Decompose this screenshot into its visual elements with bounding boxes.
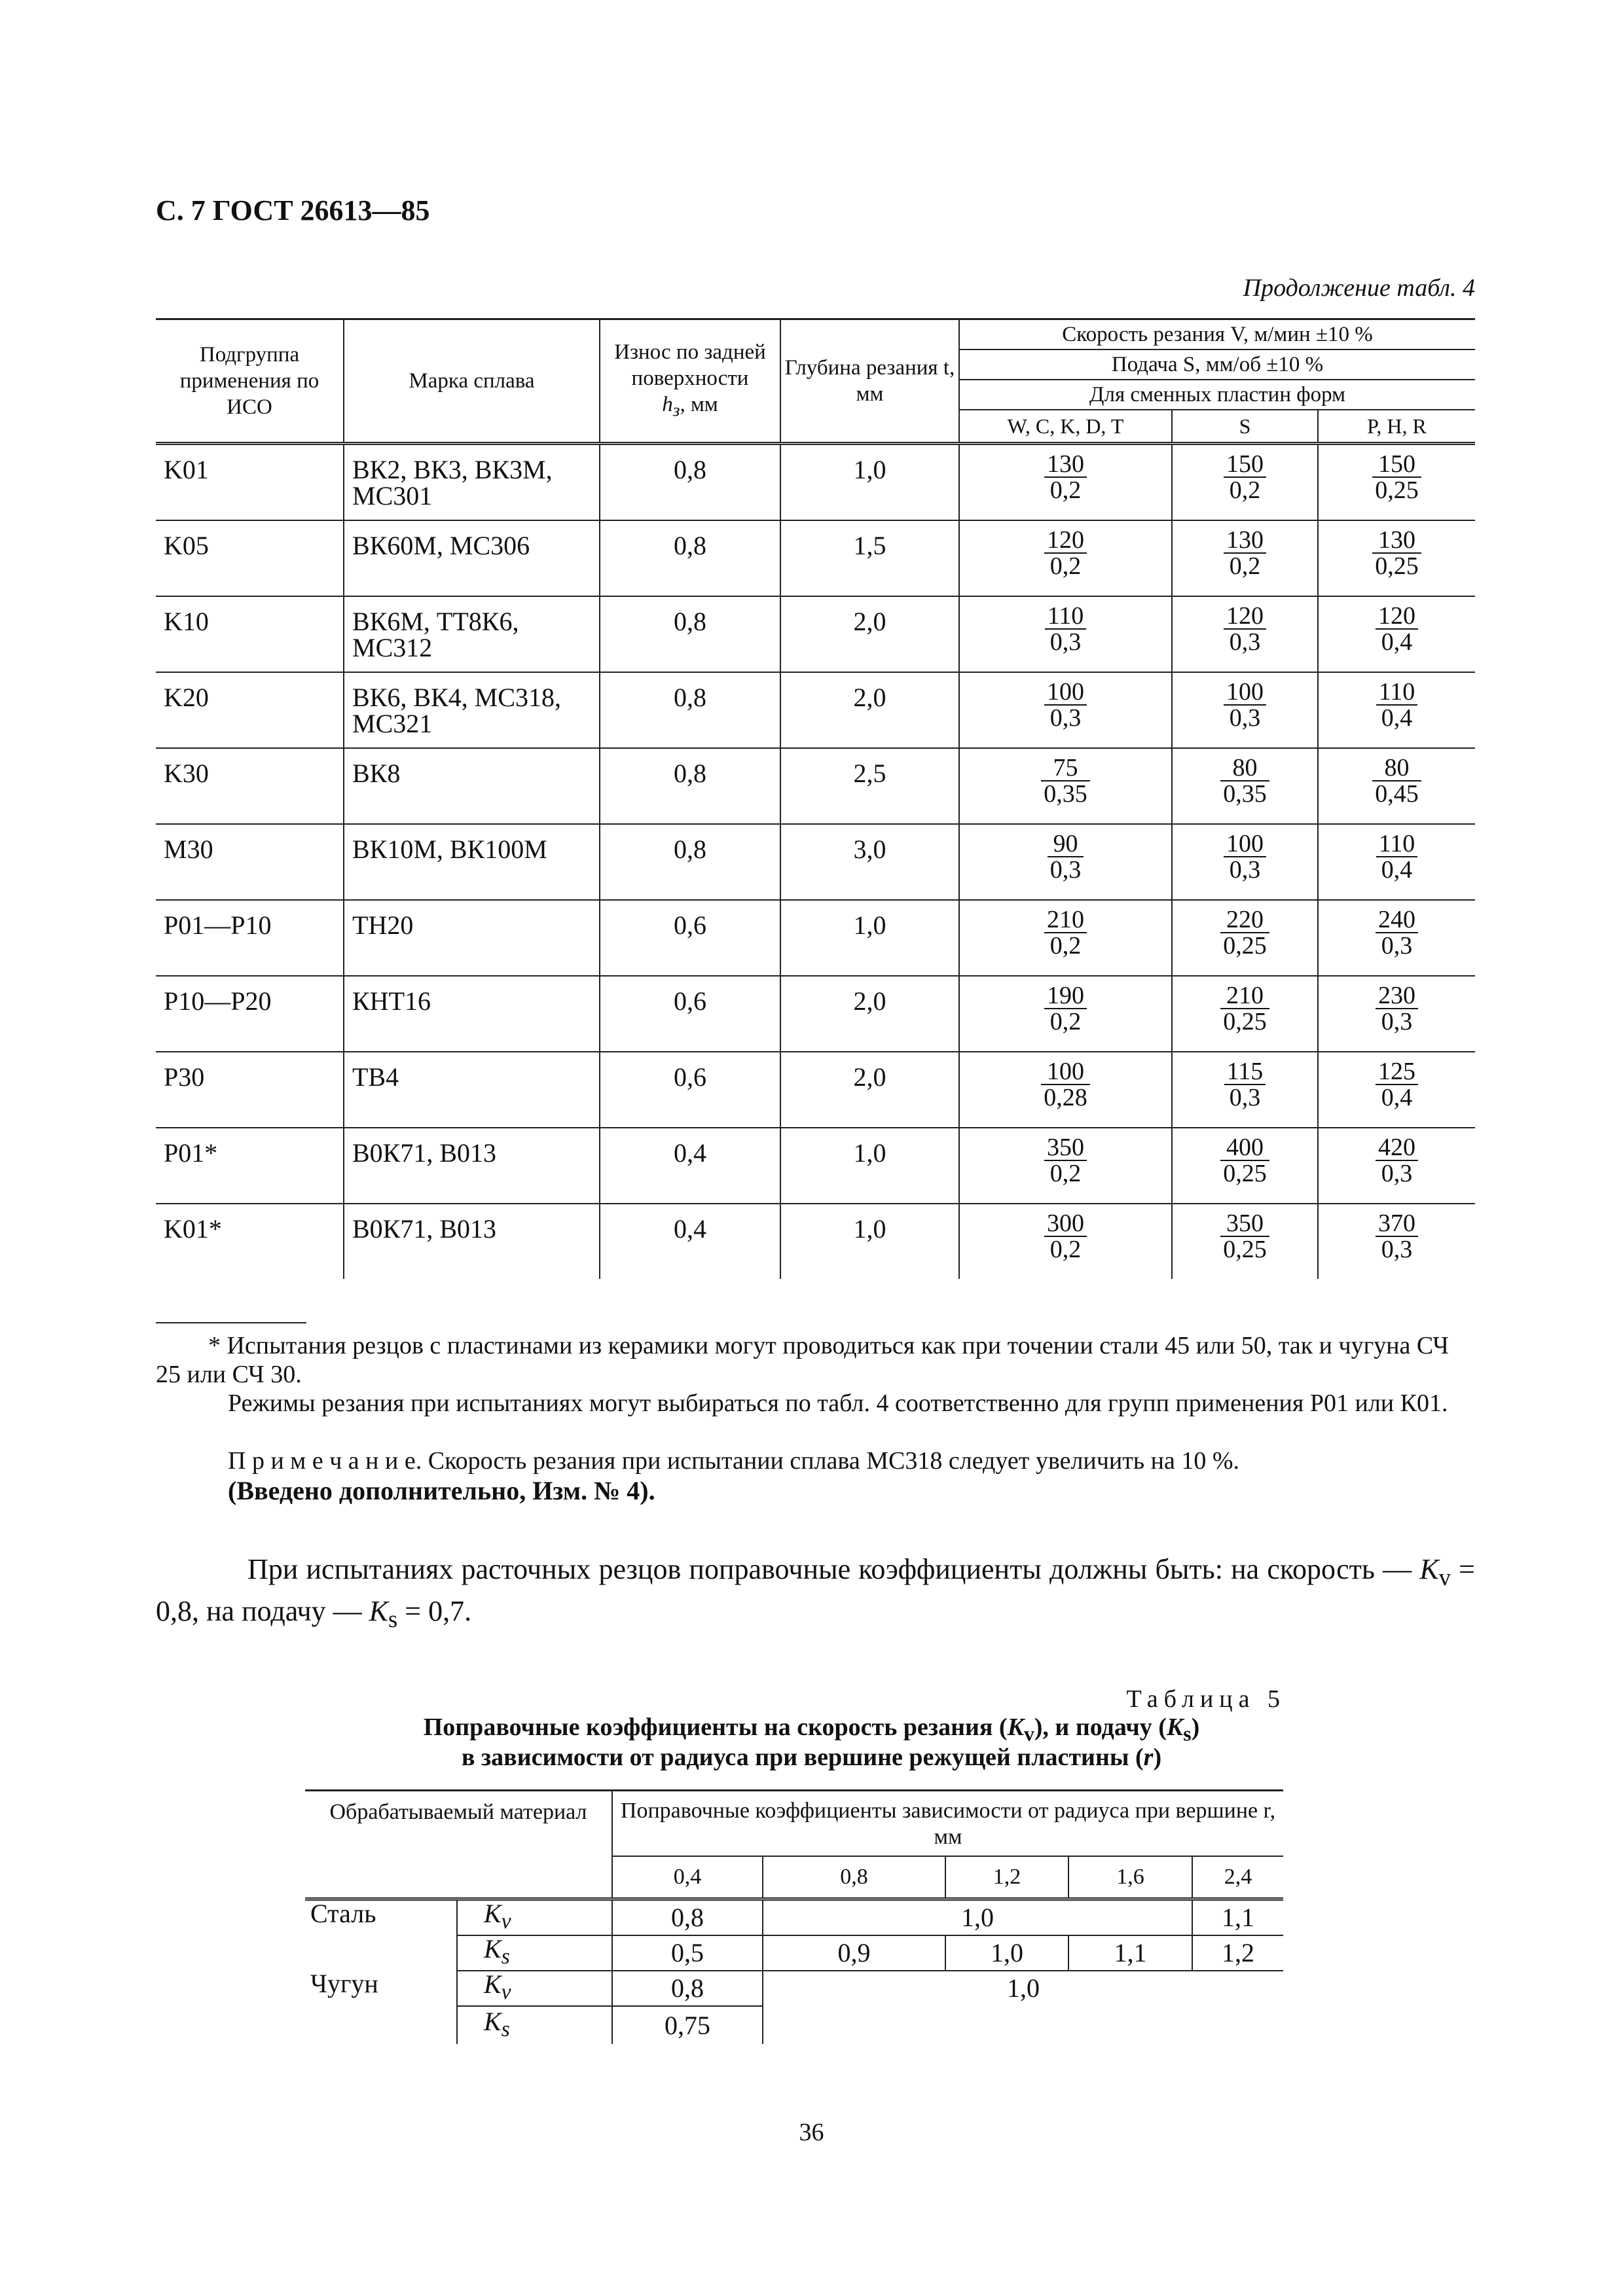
cell-wear: 0,6 (600, 976, 780, 1052)
feed-value: 0,2 (1049, 552, 1082, 580)
cell-group: P10—P20 (156, 976, 344, 1052)
t5-header-coef: Поправочные коэффициенты зависимости от радиуса при вершине r, мм (612, 1791, 1283, 1856)
cell-depth: 3,0 (780, 824, 959, 900)
table-5-label: Таблица 5 (1126, 1685, 1286, 1713)
t5-steel-ks-1: 0,5 (612, 1935, 763, 1971)
speed-feed-fraction (1224, 528, 1266, 579)
speed-value: 125 (1376, 1059, 1418, 1085)
feed-value: 0,3 (1229, 628, 1261, 656)
header-form-s: S (1172, 410, 1318, 444)
speed-feed-fraction (1044, 907, 1087, 958)
speed-value: 130 (1044, 452, 1087, 478)
t5-steel-ks-4: 1,1 (1068, 1935, 1192, 1971)
cell-form-s (1172, 596, 1318, 672)
feed-value: 0,25 (1375, 476, 1419, 504)
t5-iron-ks-r04: 0,75 (612, 2006, 763, 2044)
speed-feed-fraction (1376, 907, 1418, 958)
speed-value: 210 (1220, 983, 1269, 1009)
table-row (156, 900, 1475, 976)
t5-radius-3: 1,2 (945, 1856, 1068, 1899)
table-row (156, 596, 1475, 672)
cell-form-wckdt (959, 748, 1172, 824)
cell-depth: 1,0 (780, 444, 959, 521)
t5-title-part3: ) (1191, 1713, 1200, 1741)
feed-value: 0,25 (1223, 1236, 1267, 1263)
speed-feed-fraction (1044, 679, 1087, 730)
footnote-modes: Режимы резания при испытаниях могут выбираться по табл. 4 соответственно для групп применения Р01 или К01. (228, 1390, 1448, 1417)
speed-value: 230 (1376, 983, 1418, 1009)
cell-wear: 0,8 (600, 520, 780, 596)
cell-grade: ТН20 (344, 900, 600, 976)
table-row (156, 748, 1475, 824)
table-5-title-line1: Поправочные коэффициенты на скорость резания $(K_v)$, и подачу $(K_s)$ (423, 1713, 1200, 1746)
cell-group: P01* (156, 1128, 344, 1204)
speed-feed-fraction (1376, 983, 1418, 1034)
cell-wear: 0,4 (600, 1128, 780, 1204)
cell-form-wckdt (959, 1204, 1172, 1279)
t5-radius-2: 0,8 (763, 1856, 945, 1899)
t5-kv-iron: $K_v$ (457, 1971, 612, 2006)
feed-value: 0,4 (1381, 1084, 1413, 1111)
speed-value: 100 (1041, 1059, 1090, 1085)
speed-value: 350 (1044, 1135, 1087, 1161)
t5-header-spacer (305, 1856, 612, 1899)
paragraph-kv-value: = 0,8, на подачу — (156, 1553, 1475, 1627)
cell-grade: КНТ16 (344, 976, 600, 1052)
speed-value: 90 (1048, 831, 1084, 857)
speed-feed-fraction (1220, 1211, 1269, 1262)
cell-form-phr (1318, 976, 1475, 1052)
speed-feed-fraction (1224, 603, 1266, 655)
speed-value: 300 (1044, 1211, 1087, 1237)
t5-header-material: Обрабатываемый материал (305, 1791, 612, 1856)
table-row (156, 672, 1475, 748)
header-wear-text: Износ по задней поверхности (614, 340, 766, 390)
speed-feed-fraction (1376, 1211, 1418, 1262)
speed-value: 130 (1224, 528, 1266, 554)
cell-depth: 2,0 (780, 976, 959, 1052)
cell-depth: 2,5 (780, 748, 959, 824)
table-row (156, 520, 1475, 596)
speed-feed-fraction (1372, 755, 1421, 806)
feed-value: 0,4 (1381, 856, 1413, 884)
t5-title-part2: ), и подачу ( (1034, 1713, 1167, 1741)
speed-feed-fraction (1372, 528, 1421, 579)
cell-form-phr (1318, 1204, 1475, 1279)
cell-form-s (1172, 444, 1318, 521)
feed-value: 0,2 (1049, 476, 1082, 504)
ks-symbol: K (369, 1594, 388, 1627)
cell-form-wckdt (959, 1052, 1172, 1128)
speed-feed-fraction (1372, 452, 1421, 503)
speed-value: 120 (1224, 603, 1266, 630)
cell-group: K30 (156, 748, 344, 824)
table-row (156, 444, 1475, 521)
feed-value: 0,25 (1223, 1160, 1267, 1187)
footnote-separator (156, 1322, 306, 1323)
feed-value: 0,3 (1381, 932, 1413, 960)
speed-feed-fraction (1220, 907, 1269, 958)
cell-form-s (1172, 748, 1318, 824)
cell-grade: В0К71, В013 (344, 1128, 600, 1204)
t5-title-part5: ) (1153, 1744, 1162, 1771)
cell-form-wckdt (959, 444, 1172, 521)
note (228, 1446, 1472, 1475)
speed-feed-fraction (1044, 528, 1087, 579)
feed-value: 0,2 (1229, 552, 1261, 580)
speed-feed-fraction (1376, 603, 1418, 655)
feed-value: 0,25 (1223, 932, 1267, 960)
cell-grade: В0К71, В013 (344, 1204, 600, 1279)
cell-group: K10 (156, 596, 344, 672)
cell-form-s (1172, 1204, 1318, 1279)
header-group: Подгруппа применения по ИСО (156, 319, 344, 444)
feed-value: 0,2 (1229, 476, 1261, 504)
t5-radius-1: 0,4 (612, 1856, 763, 1899)
cell-form-wckdt (959, 596, 1172, 672)
speed-value: 370 (1376, 1211, 1418, 1237)
table-4 (156, 318, 1475, 1279)
feed-value: 0,25 (1223, 1008, 1267, 1035)
cell-form-s (1172, 1128, 1318, 1204)
t5-steel-kv-mid: 1,0 (763, 1899, 1192, 1936)
kv-symbol: K (1419, 1553, 1439, 1585)
cell-form-wckdt (959, 900, 1172, 976)
speed-feed-fraction (1048, 831, 1084, 882)
paragraph-boring-cutters: При испытаниях расточных резцов поправочные коэффициенты должны быть: на скорость — $K_v = 0,8$, на подачу — $K_s = 0,7$. (156, 1553, 1475, 1632)
cell-form-wckdt (959, 976, 1172, 1052)
speed-value: 130 (1372, 528, 1421, 554)
cell-depth: 2,0 (780, 596, 959, 672)
header-speed: Скорость резания V, м/мин ±10 % (959, 319, 1475, 350)
cell-grade: ВК8 (344, 748, 600, 824)
cell-depth: 1,0 (780, 1128, 959, 1204)
cell-grade: ВК2, ВК3, ВК3М, МС301 (344, 444, 600, 521)
cell-form-wckdt (959, 520, 1172, 596)
cell-form-phr (1318, 748, 1475, 824)
cell-group: M30 (156, 824, 344, 900)
feed-value: 0,3 (1381, 1008, 1413, 1035)
feed-value: 0,2 (1049, 1236, 1082, 1263)
speed-value: 220 (1220, 907, 1269, 933)
cell-form-phr (1318, 596, 1475, 672)
t5-steel-ks-3: 1,0 (945, 1935, 1068, 1971)
speed-feed-fraction (1224, 452, 1266, 503)
wear-symbol: $h_з$ (662, 392, 680, 420)
feed-value: 0,3 (1229, 1084, 1261, 1111)
speed-feed-fraction (1044, 1211, 1087, 1262)
cell-grade: ТВ4 (344, 1052, 600, 1128)
header-grade: Марка сплава (344, 319, 600, 444)
table-row (156, 824, 1475, 900)
cell-form-phr (1318, 824, 1475, 900)
feed-value: 0,3 (1049, 628, 1082, 656)
t5-steel-kv-r24: 1,1 (1192, 1899, 1283, 1936)
page-header: С. 7 ГОСТ 26613—85 (156, 194, 430, 226)
speed-value: 80 (1220, 755, 1269, 781)
cell-wear: 0,4 (600, 1204, 780, 1279)
cell-form-s (1172, 520, 1318, 596)
footnote-ceramics: * Испытания резцов с пластинами из керамики могут проводиться как при точении стали 45 или 50, так и чугуна СЧ 25 или СЧ 30. (156, 1332, 1449, 1388)
table-row (156, 1052, 1475, 1128)
speed-value: 110 (1376, 831, 1418, 857)
t5-material-iron: Чугун (310, 1969, 378, 1998)
cell-wear: 0,6 (600, 1052, 780, 1128)
t5-steel-ks-2: 0,9 (763, 1935, 945, 1971)
feed-value: 0,3 (1381, 1160, 1413, 1187)
t5-title-part4: в зависимости от радиуса при вершине режущей пластины ( (461, 1744, 1144, 1771)
t5-ks-iron: $K_s$ (457, 2006, 612, 2044)
cell-grade: ВК6М, ТТ8К6, МС312 (344, 596, 600, 672)
table-continuation-label: Продолжение табл. 4 (1243, 274, 1475, 302)
speed-feed-fraction (1376, 1059, 1418, 1110)
cell-form-phr (1318, 1128, 1475, 1204)
speed-feed-fraction (1220, 1135, 1269, 1186)
cell-form-s (1172, 672, 1318, 748)
t5-radius-4: 1,6 (1068, 1856, 1192, 1899)
header-wear-unit: , мм (680, 392, 718, 416)
speed-feed-fraction (1376, 1135, 1418, 1186)
feed-value: 0,28 (1044, 1084, 1087, 1111)
cell-wear: 0,8 (600, 444, 780, 521)
amendment-note: (Введено дополнительно, Изм. № 4). (228, 1476, 655, 1505)
cell-group: P01—P10 (156, 900, 344, 976)
speed-value: 100 (1224, 831, 1266, 857)
t5-iron-kv-rest: 1,0 (1007, 1973, 1040, 2003)
feed-value: 0,35 (1044, 780, 1087, 808)
header-forms: Для сменных пластин форм (959, 380, 1475, 410)
paragraph-text: При испытаниях расточных резцов поправочные коэффициенты должны быть: на скорость — (247, 1553, 1420, 1585)
feed-value: 0,4 (1381, 704, 1413, 732)
cell-form-phr (1318, 672, 1475, 748)
speed-value: 115 (1224, 1059, 1266, 1085)
feed-value: 0,3 (1049, 856, 1082, 884)
speed-value: 210 (1044, 907, 1087, 933)
cell-form-s (1172, 900, 1318, 976)
table-row (156, 1204, 1475, 1279)
feed-value: 0,2 (1049, 1160, 1082, 1187)
cell-wear: 0,6 (600, 900, 780, 976)
feed-value: 0,45 (1375, 780, 1419, 808)
speed-value: 120 (1376, 603, 1418, 630)
header-feed: Подача S, мм/об ±10 % (959, 350, 1475, 380)
speed-feed-fraction (1041, 1059, 1090, 1110)
t5-kv-steel: $K_v$ (457, 1899, 612, 1936)
speed-feed-fraction (1220, 755, 1269, 806)
speed-feed-fraction (1220, 983, 1269, 1034)
page-number: 36 (799, 2119, 824, 2146)
feed-value: 0,3 (1229, 856, 1261, 884)
cell-wear: 0,8 (600, 824, 780, 900)
speed-value: 100 (1224, 679, 1266, 706)
speed-value: 400 (1220, 1135, 1269, 1161)
cell-group: K01 (156, 444, 344, 521)
cell-form-phr (1318, 900, 1475, 976)
feed-value: 0,2 (1049, 932, 1082, 960)
speed-value: 350 (1220, 1211, 1269, 1237)
speed-value: 75 (1041, 755, 1090, 781)
t5-iron-kv-r04: 0,8 (612, 1971, 763, 2006)
table-row (156, 976, 1475, 1052)
cell-form-wckdt (959, 672, 1172, 748)
t5-steel-kv-r04: 0,8 (612, 1899, 763, 1936)
table-5 (305, 1789, 1283, 2044)
header-form-phr: P, H, R (1318, 410, 1475, 444)
speed-feed-fraction (1224, 831, 1266, 882)
speed-feed-fraction (1044, 452, 1087, 503)
cell-group: P30 (156, 1052, 344, 1128)
speed-value: 120 (1044, 528, 1087, 554)
speed-value: 100 (1044, 679, 1087, 706)
header-form-wckdt: W, C, K, D, T (959, 410, 1172, 444)
speed-value: 190 (1044, 983, 1087, 1009)
table-row (156, 1128, 1475, 1204)
speed-value: 420 (1376, 1135, 1418, 1161)
cell-form-phr (1318, 1052, 1475, 1128)
note-text: Скорость резания при испытании сплава МС318 следует увеличить на 10 %. (428, 1447, 1239, 1475)
cell-depth: 1,0 (780, 900, 959, 976)
cell-form-phr (1318, 520, 1475, 596)
feed-value: 0,4 (1381, 628, 1413, 656)
t5-title-part1: Поправочные коэффициенты на скорость резания ( (423, 1713, 1008, 1741)
cell-form-s (1172, 976, 1318, 1052)
speed-value: 110 (1045, 603, 1087, 630)
cell-depth: 2,0 (780, 672, 959, 748)
paragraph-ks-value: = 0,7. (405, 1594, 472, 1627)
t5-radius-5: 2,4 (1224, 1864, 1252, 1889)
speed-feed-fraction (1224, 679, 1266, 730)
cell-grade: ВК10М, ВК100М (344, 824, 600, 900)
header-depth: Глубина резания t, мм (780, 319, 959, 444)
feed-value: 0,3 (1381, 1236, 1413, 1263)
speed-value: 240 (1376, 907, 1418, 933)
table-5-title-line2: в зависимости от радиуса при вершине режущей пластины (r) (461, 1744, 1162, 1771)
feed-value: 0,3 (1229, 704, 1261, 732)
cell-wear: 0,8 (600, 596, 780, 672)
speed-feed-fraction (1224, 1059, 1266, 1110)
speed-feed-fraction (1044, 1135, 1087, 1186)
t5-steel-ks-5: 1,2 (1192, 1935, 1283, 1971)
speed-feed-fraction (1045, 603, 1087, 655)
cell-group: K01* (156, 1204, 344, 1279)
speed-feed-fraction (1044, 983, 1087, 1034)
cell-depth: 1,0 (780, 1204, 959, 1279)
cell-form-wckdt (959, 1128, 1172, 1204)
header-wear (600, 319, 780, 444)
cell-grade: ВК60М, МС306 (344, 520, 600, 596)
cell-wear: 0,8 (600, 748, 780, 824)
cell-grade: ВК6, ВК4, МС318, МС321 (344, 672, 600, 748)
cell-depth: 2,0 (780, 1052, 959, 1128)
speed-value: 110 (1376, 679, 1418, 706)
feed-value: 0,2 (1049, 1008, 1082, 1035)
speed-feed-fraction (1376, 831, 1418, 882)
feed-value: 0,35 (1223, 780, 1267, 808)
cell-form-wckdt (959, 824, 1172, 900)
speed-feed-fraction (1376, 679, 1418, 730)
speed-value: 80 (1372, 755, 1421, 781)
feed-value: 0,3 (1049, 704, 1082, 732)
cell-form-phr (1318, 444, 1475, 521)
cell-group: K20 (156, 672, 344, 748)
t5-material-steel: Сталь (305, 1899, 457, 1971)
speed-feed-fraction (1041, 755, 1090, 806)
feed-value: 0,25 (1375, 552, 1419, 580)
cell-wear: 0,8 (600, 672, 780, 748)
cell-form-s (1172, 1052, 1318, 1128)
cell-group: K05 (156, 520, 344, 596)
cell-depth: 1,5 (780, 520, 959, 596)
cell-form-s (1172, 824, 1318, 900)
t5-ks-steel: $K_s$ (457, 1935, 612, 1971)
note-label: П р и м е ч а н и е. (228, 1447, 422, 1475)
speed-value: 150 (1372, 452, 1421, 478)
speed-value: 150 (1224, 452, 1266, 478)
